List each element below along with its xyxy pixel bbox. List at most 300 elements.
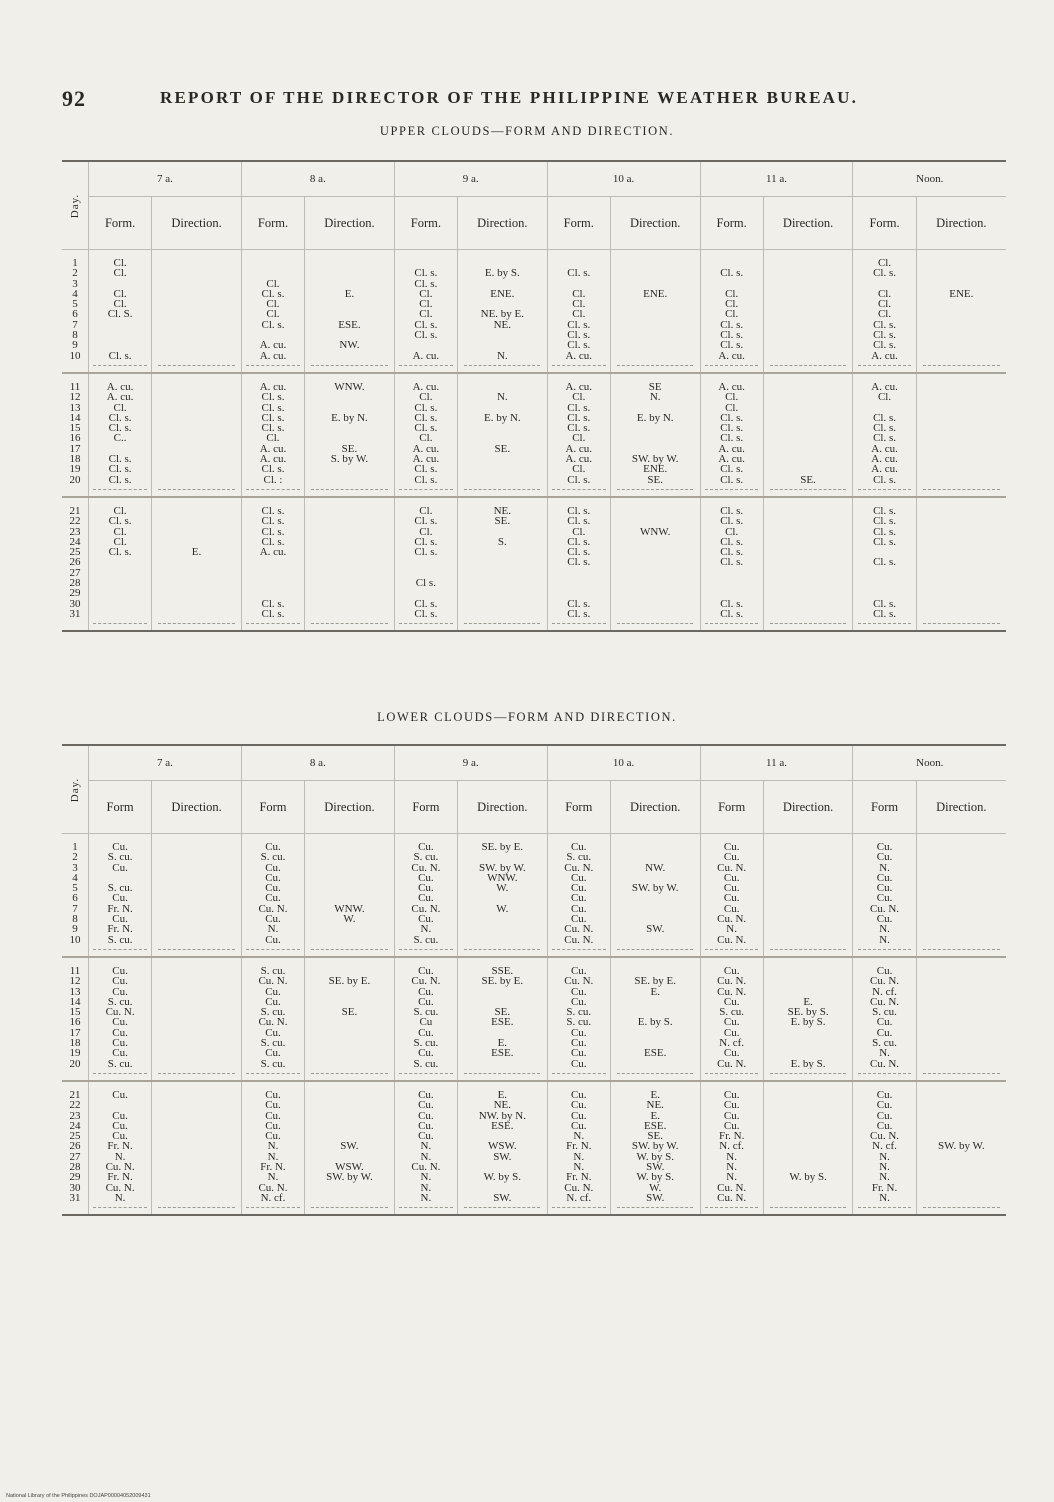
form-value: Cu.	[570, 1026, 587, 1039]
form-value: Cl.	[877, 258, 892, 269]
form-value: Cu.	[723, 851, 740, 864]
form-value: Cu.	[112, 892, 128, 905]
direction-value: E.	[803, 995, 813, 1008]
direction-value	[917, 382, 1006, 392]
direction-value	[611, 330, 700, 340]
form-value: Cl.	[113, 525, 127, 538]
form-value: Cl. s.	[567, 607, 591, 620]
direction-column-header: Direction.	[916, 781, 1006, 834]
form-value: Cu.	[265, 892, 281, 905]
form-column-header: Form	[700, 781, 763, 834]
dashed-rule	[552, 623, 605, 624]
direction-value	[152, 883, 241, 893]
form-value: Cu.	[723, 1099, 740, 1112]
direction-value	[305, 299, 394, 309]
dashed-rule	[858, 949, 911, 950]
direction-value	[305, 935, 394, 945]
direction-cell	[763, 957, 853, 1081]
direction-value: SE.	[800, 473, 816, 485]
form-value: Cu.	[418, 1047, 434, 1060]
form-value: Fr. N.	[107, 923, 133, 936]
form-value	[701, 568, 763, 578]
direction-value	[152, 279, 241, 289]
form-value: Cl.	[419, 432, 433, 445]
direction-cell	[457, 373, 547, 497]
form-value: Cl. s.	[567, 515, 591, 528]
form-value: N. cf.	[719, 1037, 745, 1050]
direction-value	[458, 464, 547, 474]
dashed-rule	[923, 489, 1000, 490]
form-value: N. cf.	[872, 985, 897, 998]
form-value: Cu.	[418, 871, 434, 884]
direction-value	[152, 330, 241, 340]
form-value: Cu.	[112, 985, 128, 998]
direction-value	[764, 924, 853, 934]
form-value: Cu.	[112, 861, 128, 874]
direction-value	[611, 599, 700, 609]
form-column-header: Form.	[853, 197, 916, 250]
form-value: S. cu.	[413, 851, 439, 864]
direction-value: NE.	[646, 1099, 664, 1112]
direction-value	[917, 578, 1006, 588]
direction-value	[917, 351, 1006, 361]
direction-value	[764, 403, 853, 413]
direction-cell	[457, 250, 547, 373]
form-value: Cu.	[418, 842, 434, 853]
direction-value	[458, 588, 547, 598]
direction-value	[152, 320, 241, 330]
form-cell	[241, 957, 304, 1081]
dashed-rule	[399, 949, 452, 950]
form-value: Cu.	[876, 871, 893, 884]
form-value: Cl. :	[263, 473, 283, 485]
form-value: A. cu.	[565, 349, 593, 361]
form-value: S. cu.	[566, 851, 592, 864]
direction-value	[305, 1100, 394, 1110]
form-value: Cl. s.	[261, 287, 285, 300]
direction-cell	[152, 250, 242, 373]
form-cell	[547, 373, 610, 497]
direction-value	[305, 516, 394, 526]
direction-value: E.	[344, 287, 355, 300]
direction-value: SW.	[493, 1191, 512, 1204]
direction-value: SSE.	[491, 965, 514, 977]
direction-value: SE. by E.	[634, 975, 676, 988]
form-cell	[394, 373, 457, 497]
day-number: 21	[69, 505, 81, 517]
day-number: 30	[69, 1181, 81, 1194]
direction-value	[917, 1100, 1006, 1110]
form-value: Cu. N.	[870, 902, 900, 915]
form-value: Cu.	[570, 892, 587, 905]
direction-value	[764, 351, 853, 361]
direction-value	[152, 1038, 241, 1048]
direction-value	[458, 454, 547, 464]
form-value: Cu.	[876, 851, 893, 864]
form-value: Cl.	[266, 432, 280, 445]
direction-value: WSW.	[335, 1161, 364, 1174]
direction-value: E.	[497, 1037, 508, 1050]
form-value: Cu.	[876, 1026, 893, 1039]
direction-value	[764, 842, 853, 852]
direction-value	[764, 588, 853, 598]
dashed-rule	[464, 489, 540, 490]
form-value: Cu.	[876, 1119, 893, 1132]
direction-value	[764, 299, 853, 309]
direction-value	[917, 883, 1006, 893]
form-cell	[89, 250, 152, 373]
lower-clouds-title: LOWER CLOUDS—FORM AND DIRECTION.	[377, 710, 677, 724]
direction-value	[152, 904, 241, 914]
direction-value	[305, 1017, 394, 1027]
dashed-rule	[705, 365, 758, 366]
form-value: Cl.	[572, 287, 586, 300]
day-number: 15	[69, 422, 81, 435]
form-cell	[700, 957, 763, 1081]
direction-value	[764, 330, 853, 340]
form-value: N.	[879, 933, 890, 945]
day-number: 13	[69, 401, 81, 414]
form-value: A. cu.	[718, 381, 745, 393]
form-value: Cl. s.	[567, 339, 591, 352]
form-value: Cu.	[265, 1109, 281, 1122]
form-value: Cu.	[570, 1037, 587, 1050]
direction-value	[917, 1059, 1006, 1069]
form-value: Cl. s.	[720, 432, 744, 445]
direction-value: E. by N.	[483, 411, 521, 424]
direction-cell	[457, 1081, 547, 1215]
direction-value	[305, 1090, 394, 1100]
day-number: 31	[69, 607, 81, 620]
form-value: Cl. s.	[414, 535, 438, 548]
direction-value	[458, 423, 547, 433]
day-number: 5	[72, 298, 78, 311]
form-cell	[89, 834, 152, 957]
direction-value	[917, 852, 1006, 862]
direction-value	[917, 299, 1006, 309]
day-group-row	[62, 957, 1006, 1081]
dashed-rule	[617, 489, 693, 490]
direction-value: NW.	[339, 339, 360, 352]
direction-value	[917, 258, 1006, 268]
day-number: 9	[72, 339, 78, 352]
direction-value	[917, 873, 1006, 883]
form-value	[242, 258, 304, 268]
hour-header: 8 a.	[241, 745, 394, 781]
form-value: Cl.	[572, 391, 586, 404]
direction-value: NW. by N.	[478, 1109, 526, 1122]
form-value: Cu. N.	[717, 975, 747, 988]
day-number: 3	[72, 277, 78, 290]
form-value: Cu.	[570, 985, 587, 998]
direction-value	[305, 578, 394, 588]
direction-value	[917, 1090, 1006, 1100]
form-value: Cl. s.	[720, 546, 744, 559]
direction-value: W.	[343, 913, 356, 926]
form-value: A. cu.	[259, 349, 287, 361]
direction-value	[305, 1028, 394, 1038]
direction-value: SW.	[646, 1161, 665, 1174]
form-value: Cu.	[570, 882, 587, 895]
form-value: Cl.	[266, 277, 280, 290]
dashed-rule	[552, 489, 605, 490]
dashed-rule	[705, 623, 758, 624]
direction-value: ESE.	[338, 318, 361, 331]
direction-value: ESE.	[491, 1047, 514, 1060]
form-value	[89, 578, 151, 588]
direction-cell	[305, 250, 395, 373]
dashed-rule	[858, 1073, 911, 1074]
dashed-rule	[158, 1207, 234, 1208]
form-value: Cl.	[113, 267, 127, 280]
day-number: 21	[69, 1089, 81, 1101]
form-value: Cl. s.	[873, 515, 897, 528]
form-value: Cu.	[876, 842, 893, 853]
form-value: Cl. s.	[108, 546, 132, 559]
form-value: N. cf.	[719, 1140, 745, 1153]
form-value: Cu.	[418, 965, 434, 977]
direction-value	[305, 423, 394, 433]
direction-value	[458, 578, 547, 588]
dashed-rule	[858, 623, 911, 624]
form-value: Cu.	[265, 1119, 281, 1132]
direction-value	[917, 413, 1006, 423]
form-value: Cl.	[419, 308, 433, 321]
direction-value	[611, 299, 700, 309]
direction-value	[458, 568, 547, 578]
hour-header: 11 a.	[700, 161, 853, 197]
form-value: A. cu.	[871, 381, 898, 393]
form-value: Cu.	[570, 1057, 587, 1069]
direction-value	[305, 883, 394, 893]
direction-value	[152, 1007, 241, 1017]
direction-value	[152, 997, 241, 1007]
form-value: C..	[113, 432, 127, 445]
form-value: A. cu.	[871, 349, 898, 361]
direction-value	[917, 842, 1006, 852]
direction-value: SE	[648, 381, 662, 393]
dashed-rule	[158, 623, 234, 624]
form-value: N.	[879, 1191, 890, 1204]
form-value: A. cu.	[412, 381, 440, 393]
direction-cell	[763, 1081, 853, 1215]
dashed-rule	[705, 1207, 758, 1208]
form-column-header: Form.	[394, 197, 457, 250]
direction-cell	[763, 250, 853, 373]
direction-value	[611, 537, 700, 547]
day-group-row	[62, 834, 1006, 957]
direction-value	[458, 557, 547, 567]
form-value: Cl.	[113, 258, 127, 269]
direction-value	[152, 1090, 241, 1100]
form-value: Cl. s.	[567, 535, 591, 548]
direction-value	[764, 609, 853, 619]
form-value: Cl. s.	[414, 422, 438, 435]
form-value: Cu.	[876, 1016, 893, 1029]
dashed-rule	[158, 1073, 234, 1074]
dashed-rule	[858, 489, 911, 490]
day-number: 26	[69, 556, 81, 569]
form-value: S. cu.	[872, 1037, 897, 1050]
direction-value	[917, 924, 1006, 934]
form-value: Cl. s.	[873, 267, 897, 280]
form-value: S. cu.	[413, 1006, 439, 1019]
direction-value	[152, 423, 241, 433]
form-value: Cl. s.	[720, 422, 744, 435]
form-value: Cl. s.	[261, 463, 285, 476]
form-value: Cl. s.	[567, 329, 591, 342]
form-value: Cl.	[419, 525, 433, 538]
form-value: Cu.	[723, 1119, 740, 1132]
direction-value	[611, 578, 700, 588]
form-column-header: Form	[241, 781, 304, 834]
direction-value	[152, 351, 241, 361]
direction-cell	[152, 1081, 242, 1215]
direction-cell	[916, 373, 1006, 497]
day-number: 7	[72, 318, 78, 331]
form-value: Cl. s.	[720, 411, 744, 424]
dashed-rule	[923, 365, 1000, 366]
form-cell	[89, 1081, 152, 1215]
direction-value	[917, 320, 1006, 330]
form-value: S. cu.	[107, 882, 133, 895]
day-number: 15	[69, 1006, 81, 1019]
form-value: Cl.	[877, 298, 892, 311]
form-value: N. cf.	[260, 1191, 286, 1204]
form-value: Cu.	[112, 1119, 128, 1132]
form-value: N.	[879, 1171, 890, 1184]
direction-value	[764, 279, 853, 289]
direction-value: E.	[650, 985, 660, 998]
direction-value: SW. by W.	[631, 1140, 679, 1153]
direction-cell	[305, 834, 395, 957]
direction-cell	[457, 497, 547, 631]
form-value: Cu. N.	[411, 975, 441, 988]
form-column-header: Form	[853, 781, 916, 834]
direction-value	[611, 1059, 700, 1069]
direction-value: E.	[650, 1109, 660, 1122]
form-value: Cl.	[572, 298, 586, 311]
direction-value	[305, 852, 394, 862]
direction-value	[152, 413, 241, 423]
form-value: Cu.	[265, 1089, 281, 1101]
direction-value: E. by S.	[790, 1016, 826, 1029]
form-value: Cl. s.	[567, 318, 591, 331]
direction-cell	[763, 497, 853, 631]
day-number: 20	[69, 473, 81, 485]
direction-value	[764, 893, 853, 903]
form-value: Cl. s.	[873, 329, 897, 342]
form-value: Cl.	[725, 298, 739, 311]
direction-value	[764, 883, 853, 893]
direction-value	[917, 475, 1006, 485]
dashed-rule	[617, 1073, 693, 1074]
form-value: Cl. s.	[567, 267, 591, 280]
form-value: Cu.	[418, 1119, 434, 1132]
form-value: Cl. s.	[567, 505, 591, 517]
form-value: A. cu.	[259, 546, 287, 559]
form-value: Cl.	[113, 535, 127, 548]
direction-value	[917, 1193, 1006, 1203]
form-cell	[241, 834, 304, 957]
dashed-rule	[617, 949, 693, 950]
direction-value	[152, 966, 241, 976]
direction-value	[764, 527, 853, 537]
form-value: Cu. N.	[870, 1057, 900, 1069]
form-value: Cl. s.	[414, 607, 438, 620]
direction-value	[152, 1100, 241, 1110]
direction-value: SE. by E.	[481, 842, 524, 853]
form-column-header: Form.	[89, 197, 152, 250]
form-value: S. cu.	[107, 851, 133, 864]
dashed-rule	[770, 949, 846, 950]
direction-value	[152, 475, 241, 485]
direction-value: NE.	[493, 1099, 512, 1112]
form-value: Cu.	[265, 1026, 281, 1039]
form-value	[89, 609, 151, 619]
direction-value	[152, 506, 241, 516]
day-number: 16	[69, 1016, 81, 1029]
direction-value	[764, 309, 853, 319]
hour-header: 9 a.	[394, 745, 547, 781]
dashed-rule	[311, 623, 387, 624]
form-value: N.	[726, 1171, 737, 1184]
direction-value	[152, 464, 241, 474]
direction-value	[152, 578, 241, 588]
form-value: Cu	[419, 1016, 433, 1029]
direction-value	[917, 527, 1006, 537]
form-value: Cu.	[876, 1109, 893, 1122]
day-number: 14	[69, 411, 81, 424]
form-value: Cu.	[570, 1119, 587, 1132]
dashed-rule	[93, 1207, 146, 1208]
dashed-rule	[93, 949, 146, 950]
direction-cell	[610, 250, 700, 373]
form-value: Cl.	[877, 391, 892, 404]
direction-value	[305, 1193, 394, 1203]
form-value: Cu.	[112, 842, 128, 853]
direction-value	[152, 289, 241, 299]
direction-value	[152, 1059, 241, 1069]
form-cell	[241, 497, 304, 631]
form-column-header: Form.	[700, 197, 763, 250]
direction-value: W. by S.	[789, 1171, 827, 1184]
form-value: Cu.	[112, 1037, 128, 1050]
direction-value: ENE.	[643, 287, 668, 300]
direction-value	[305, 351, 394, 361]
day-number: 29	[69, 1171, 81, 1184]
direction-cell	[916, 250, 1006, 373]
dashed-rule	[617, 623, 693, 624]
direction-value: N.	[496, 349, 508, 361]
form-value: Cl. s.	[261, 318, 285, 331]
form-value: Cl. s.	[567, 411, 591, 424]
form-value: S. cu.	[413, 1057, 439, 1069]
form-value: A. cu.	[259, 453, 287, 466]
form-value: Fr. N.	[566, 1171, 592, 1184]
form-value: Cu.	[265, 861, 281, 874]
form-value	[89, 320, 151, 330]
direction-value: W.	[496, 882, 509, 895]
form-value: A. cu.	[106, 391, 134, 404]
day-number: 8	[72, 329, 78, 342]
form-value: Cl. s.	[108, 453, 132, 466]
direction-cell	[916, 497, 1006, 631]
form-value: Cl. s.	[873, 597, 897, 610]
form-value: Cl. s.	[720, 267, 744, 280]
form-value: Cl.	[725, 525, 739, 538]
day-number: 6	[72, 308, 78, 321]
